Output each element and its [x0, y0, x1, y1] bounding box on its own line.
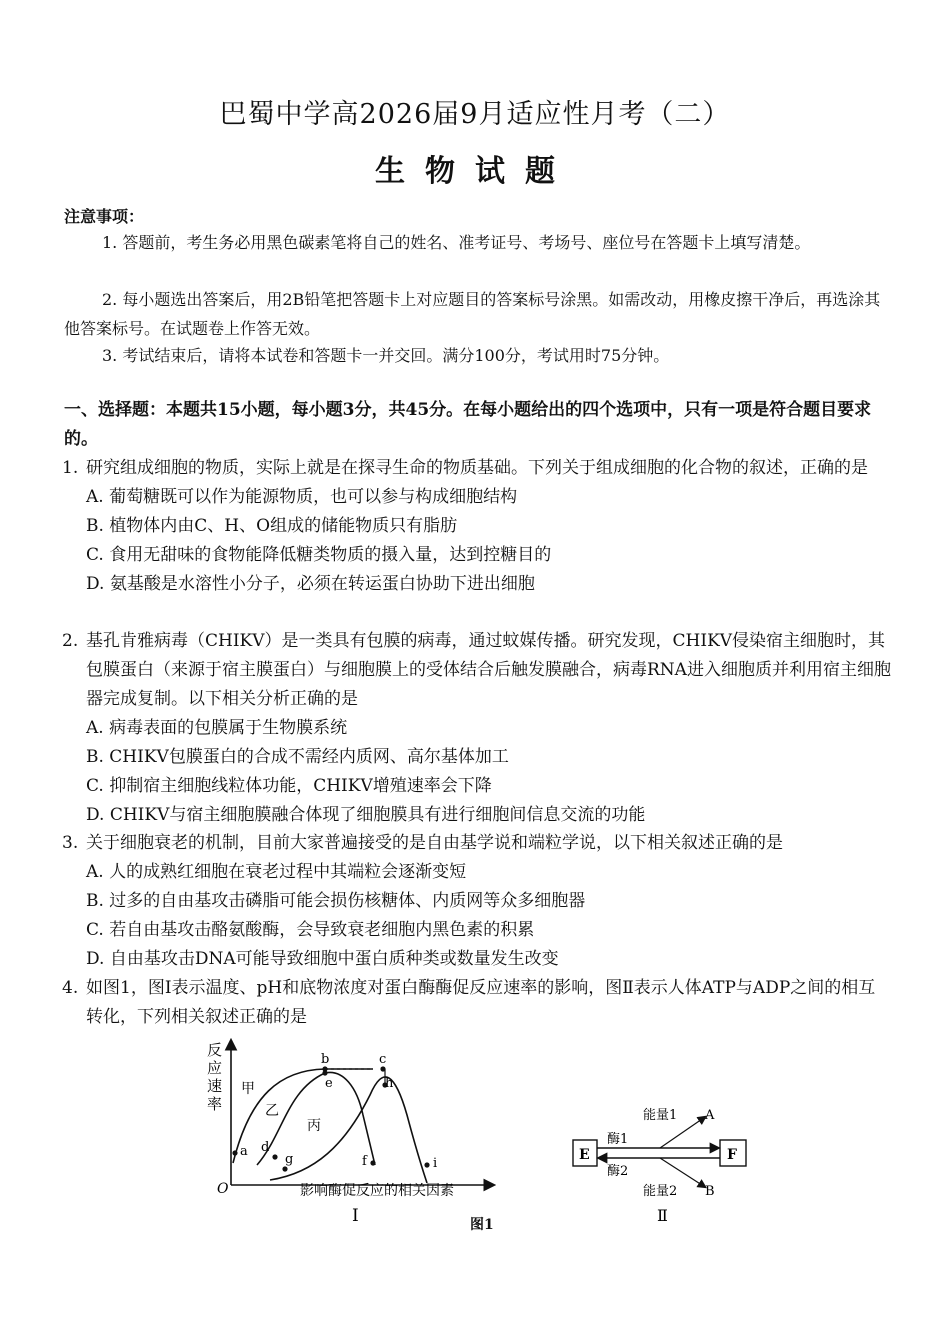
question-number: 1.	[62, 458, 79, 478]
label-c: c	[379, 1052, 387, 1067]
point-g	[282, 1166, 287, 1171]
question-2	[62, 627, 892, 830]
exam-title: 巴蜀中学高2026届9月适应性月考（二）	[219, 99, 731, 130]
option-d: D. CHIKV与宿主细胞膜融合体现了细胞膜具有进行细胞间信息交流的功能	[86, 805, 646, 825]
question-3	[62, 829, 892, 974]
x-axis-label: 影响酶促反应的相关因素	[300, 1183, 454, 1199]
y-label-4: 率	[207, 1095, 223, 1113]
point-i	[424, 1162, 429, 1167]
diagram-caption: Ⅱ	[657, 1206, 668, 1225]
question-4	[62, 974, 892, 1032]
point-c	[380, 1066, 385, 1071]
label-a-upper: A	[705, 1108, 715, 1123]
notice-item-2: 2. 每小题选出答案后，用2B铅笔把答题卡上对应题目的答案标号涂黑。如需改动，用橡皮擦干净后，再选涂其他答案标号。在试题卷上作答无效。	[64, 290, 881, 338]
notice-heading: 注意事项：	[64, 207, 145, 226]
option-d: D. 自由基攻击DNA可能导致细胞中蛋白质种类或数量发生改变	[86, 949, 559, 969]
label-b: b	[321, 1052, 330, 1067]
question-stem: 基孔肯雅病毒（CHIKV）是一类具有包膜的病毒，通过蚊媒传播。研究发现，CHIKV侵染宿主细胞时，其包膜蛋白（来源于宿主膜蛋白）与细胞膜上的受体结合后触发膜融合，病毒RNA进入细胞质并利用宿主细胞器完成复制。以下相关分析正确的是	[86, 631, 891, 709]
question-number: 4.	[62, 978, 79, 998]
point-e	[322, 1070, 327, 1075]
notice-item-1: 1. 答题前，考生务必用黑色碳素笔将自己的姓名、准考证号、考场号、座位号在答题卡上填写清楚。	[102, 233, 811, 252]
curve-label-bing: 丙	[307, 1118, 321, 1134]
atp-adp-diagram	[565, 1095, 765, 1225]
option-a: A. 人的成熟红细胞在衰老过程中其端粒会逐渐变短	[86, 862, 467, 882]
point-d	[272, 1154, 277, 1159]
enzyme-2-label: 酶2	[607, 1164, 629, 1179]
enzyme-1-label: 酶1	[607, 1132, 629, 1147]
box-e-label: E	[579, 1147, 590, 1163]
y-label-3: 速	[207, 1077, 223, 1095]
label-e: e	[325, 1076, 333, 1091]
subject-title: 生物试题	[375, 154, 575, 189]
origin-label: O	[217, 1181, 229, 1197]
label-d: d	[261, 1140, 270, 1155]
label-a: a	[240, 1144, 248, 1159]
label-h: h	[385, 1076, 394, 1091]
option-d: D. 氨基酸是水溶性小分子，必须在转运蛋白协助下进出细胞	[86, 574, 535, 594]
notice-item-3: 3. 考试结束后，请将本试卷和答题卡一并交回。满分100分，考试用时75分钟。	[102, 346, 670, 365]
graph-caption: Ⅰ	[352, 1206, 359, 1226]
option-a: A. 病毒表面的包膜属于生物膜系统	[86, 718, 348, 738]
option-c: C. 若自由基攻击酪氨酸酶，会导致衰老细胞内黑色素的积累	[86, 920, 535, 940]
question-stem: 研究组成细胞的物质，实际上就是在探寻生命的物质基础。下列关于组成细胞的化合物的叙述，正确的是	[86, 458, 868, 478]
option-c: C. 食用无甜味的食物能降低糖类物质的摄入量，达到控糖目的	[86, 545, 552, 565]
option-a: A. 葡萄糖既可以作为能源物质，也可以参与构成细胞结构	[86, 487, 518, 507]
y-label-1: 反	[207, 1041, 223, 1059]
enzyme-rate-graph	[195, 1035, 505, 1230]
label-g: g	[285, 1152, 294, 1167]
question-1	[62, 454, 892, 599]
option-b: B. CHIKV包膜蛋白的合成不需经内质网、高尔基体加工	[86, 747, 509, 767]
option-c: C. 抑制宿主细胞线粒体功能，CHIKV增殖速率会下降	[86, 776, 492, 796]
y-label-2: 应	[207, 1059, 223, 1077]
arrow-energy-2	[660, 1158, 705, 1187]
energy-1-label: 能量1	[643, 1108, 678, 1123]
option-b: B. 植物体内由C、H、O组成的储能物质只有脂肪	[86, 516, 458, 536]
point-a	[232, 1150, 237, 1155]
section-heading: 一、选择题：本题共15小题，每小题3分，共45分。在每小题给出的四个选项中，只有一项是符合题目要求的。	[64, 400, 872, 449]
box-f-label: F	[727, 1147, 737, 1163]
curve-label-jia: 甲	[241, 1081, 255, 1097]
energy-2-label: 能量2	[643, 1184, 678, 1199]
option-b: B. 过多的自由基攻击磷脂可能会损伤核糖体、内质网等众多细胞器	[86, 891, 586, 911]
figure-caption: 图1	[470, 1217, 494, 1233]
question-stem: 关于细胞衰老的机制，目前大家普遍接受的是自由基学说和端粒学说，以下相关叙述正确的是	[86, 833, 783, 853]
question-number: 3.	[62, 833, 79, 853]
point-f	[370, 1160, 375, 1165]
question-stem: 如图1，图Ⅰ表示温度、pH和底物浓度对蛋白酶酶促反应速率的影响，图Ⅱ表示人体ATP与ADP之间的相互转化，下列相关叙述正确的是	[86, 978, 876, 1027]
label-i: i	[433, 1156, 438, 1171]
question-number: 2.	[62, 631, 79, 651]
curve-label-yi: 乙	[265, 1103, 279, 1119]
label-b-upper: B	[705, 1184, 715, 1199]
curve-bing	[270, 1077, 427, 1183]
label-f: f	[362, 1154, 367, 1169]
